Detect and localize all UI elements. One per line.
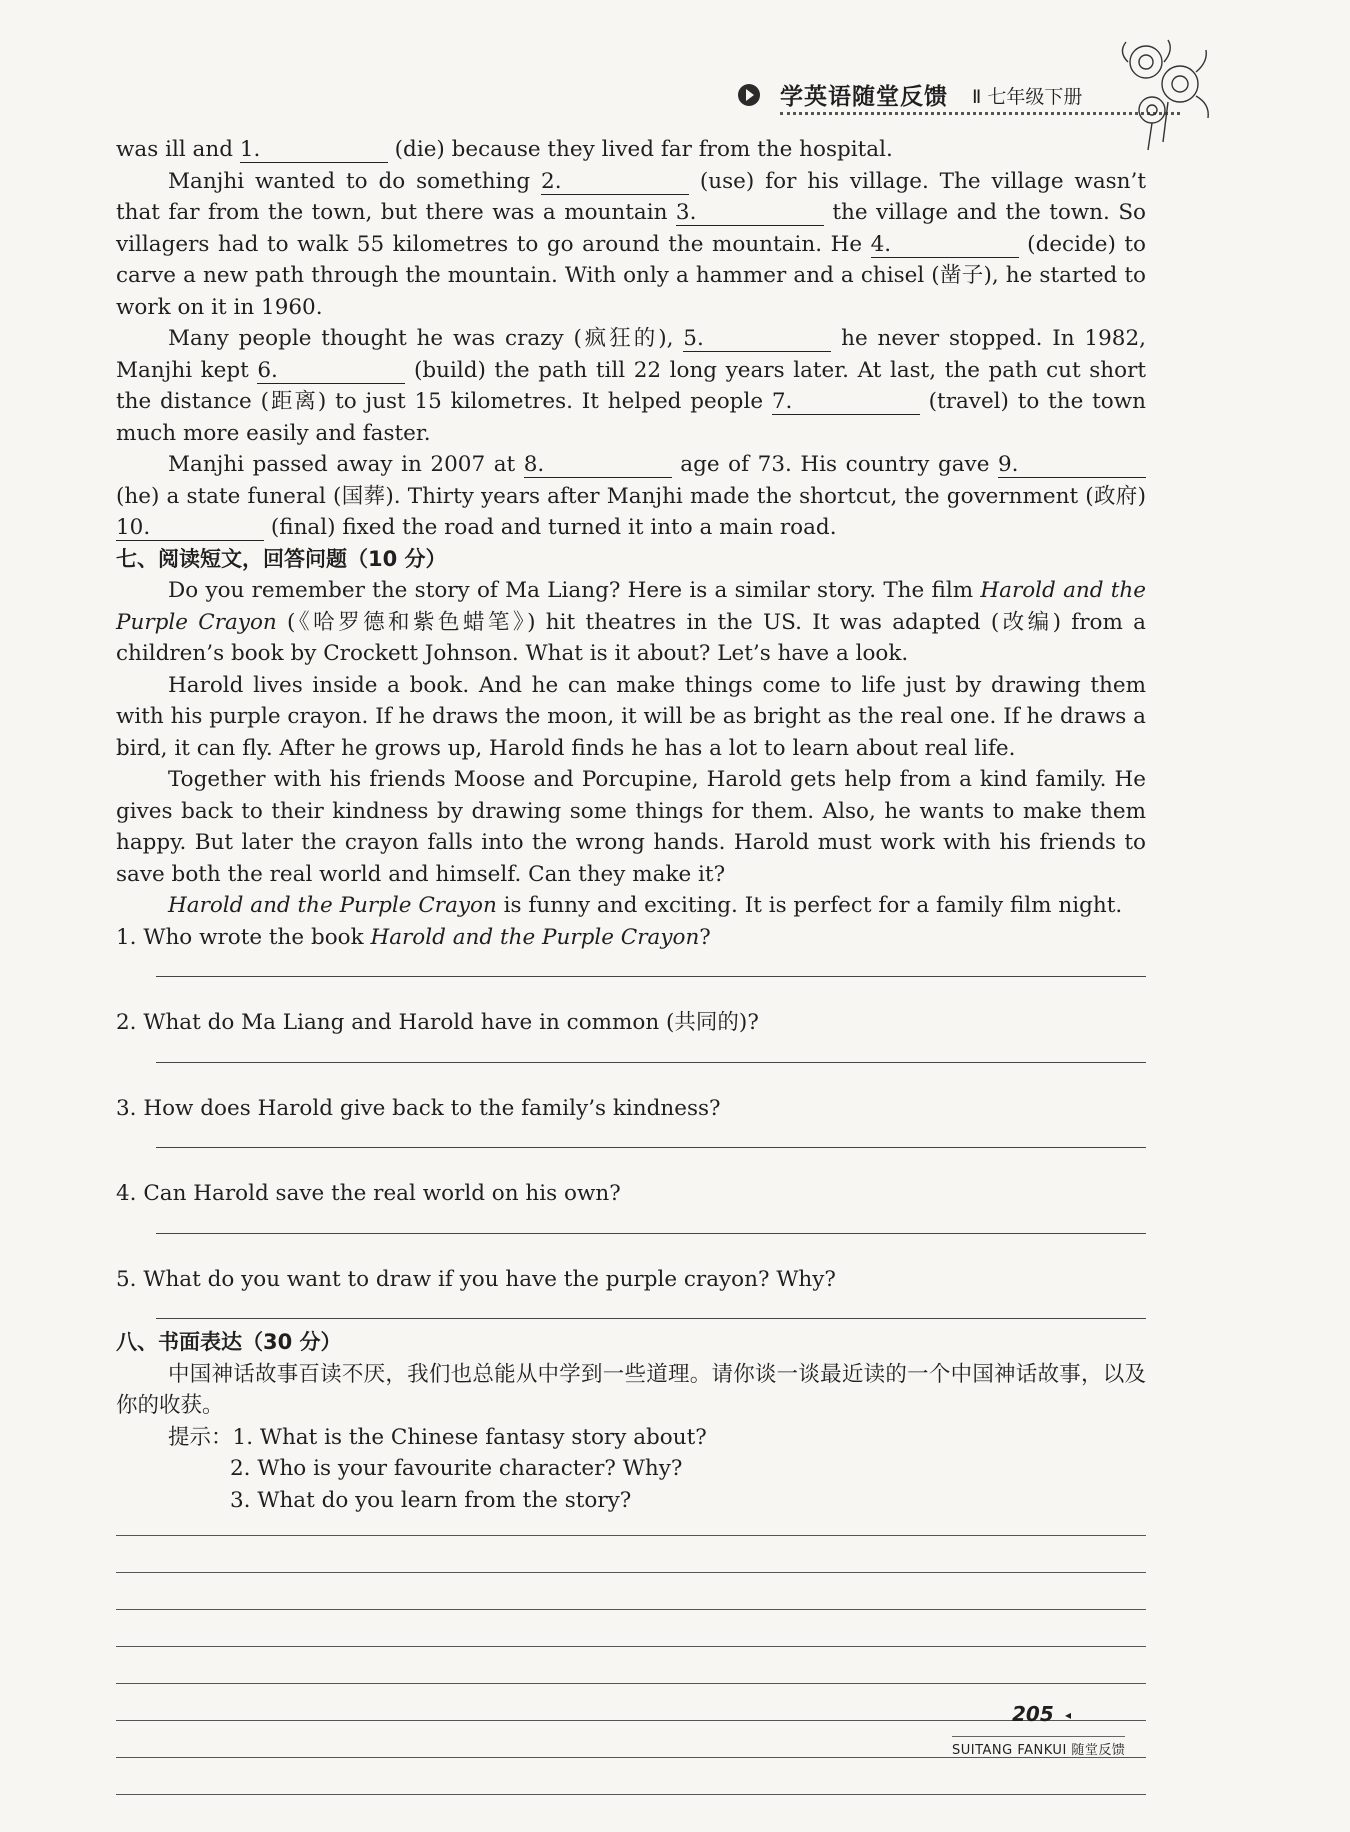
book-title: 学英语随堂反馈 [780,84,948,110]
answer-line-4[interactable] [156,1232,1146,1234]
question-4: 4. Can Harold save the real world on his own? [116,1181,621,1206]
section-8-heading: 八、书面表达（30 分） [116,1330,342,1354]
writing-line[interactable] [116,1608,1146,1610]
cloze-paragraph-4: Manjhi passed away in 2007 at 8. age of 73. His country gave 9. (he) a state funeral (国葬). Thirty years after Manjhi made the shortcut, the government (政府) 10. (final) fixed the road and turned it into a main road. [116,452,1146,540]
cloze-paragraph-1: was ill and 1. (die) because they lived far from the hospital. [116,137,893,162]
writing-line[interactable] [116,1719,1146,1721]
cloze-blank-2[interactable]: 2. [541,170,689,195]
cloze-blank-8[interactable]: 8. [524,453,672,478]
reading-paragraph-1: Do you remember the story of Ma Liang? Here is a similar story. The film Harold and the Purple Crayon (《哈罗德和紫色蜡笔》) hit theatres in the US. It was adapted (改编) from a children’s book by Crockett Johnson. What is it about? Let’s have a look. [116,578,1146,666]
cloze-blank-4[interactable]: 4. [871,233,1019,258]
answer-line-2[interactable] [156,1061,1146,1063]
writing-line[interactable] [116,1793,1146,1795]
cloze-blank-6[interactable]: 6. [257,359,405,384]
writing-prompt: 中国神话故事百读不厌，我们也总能从中学到一些道理。请你谈一谈最近读的一个中国神话故事，以及你的收获。 [116,1361,1146,1418]
hint-3: 3. What do you learn from the story? [230,1487,632,1513]
cloze-blank-5[interactable]: 5. [683,327,831,352]
writing-line[interactable] [116,1571,1146,1573]
hint-1: 提示：1. What is the Chinese fantasy story about? [168,1424,707,1450]
triangle-left-icon: ◂ [1065,1708,1072,1722]
question-1: 1. Who wrote the book Harold and the Purple Crayon? [116,924,711,950]
writing-line[interactable] [116,1682,1146,1684]
question-5: 5. What do you want to draw if you have the purple crayon? Why? [116,1266,836,1292]
writing-line[interactable] [116,1645,1146,1647]
cloze-blank-7[interactable]: 7. [772,390,920,415]
reading-paragraph-3: Together with his friends Moose and Porcupine, Harold gets help from a kind family. He gives back to their kindness by drawing some things for them. Also, he wants to make them happy. But later the crayon falls into the wrong hands. Harold must work with his friends to save both the real world and himself. Can they make it? [116,767,1146,887]
answer-line-3[interactable] [156,1146,1146,1148]
page-content [116,134,1146,1830]
question-3: 3. How does Harold give back to the family’s kindness? [116,1095,721,1121]
page-number: 205 [1012,1702,1054,1726]
writing-line[interactable] [116,1534,1146,1536]
reading-paragraph-2: Harold lives inside a book. And he can make things come to life just by drawing them with his purple crayon. If he draws the moon, it will be as bright as the real one. If he draws a bird, it can fly. After he grows up, Harold finds he has a lot to learn about real life. [116,672,1146,761]
grade-label: Ⅱ 七年级下册 [972,86,1083,108]
cloze-blank-1[interactable]: 1. [240,138,388,163]
footer-brand: SUITANG FANKUI 随堂反馈 [952,1736,1125,1758]
writing-hints [168,1422,1146,1517]
cloze-paragraph-3: Many people thought he was crazy (疯狂的), 5. he never stopped. In 1982, Manjhi kept 6. (build) the path till 22 long years later. At last, the path cut short the distance (距离) to just 15 kilometres. It helped people 7. (travel) to the town much more easily and faster. [116,326,1146,446]
reading-paragraph-4: Harold and the Purple Crayon is funny and exciting. It is perfect for a family film night. [168,893,1123,918]
play-bullet-icon [738,84,760,106]
cloze-paragraph-2: Manjhi wanted to do something 2. (use) for his village. The village wasn’t that far from the town, but there was a mountain 3. the village and the town. So villagers had to walk 55 kilometres to go around the mountain. He 4. (decide) to carve a new path through the mountain. With only a hammer and a chisel (凿子), he started to work on it in 1960. [116,168,1147,320]
cloze-blank-9[interactable]: 9. [998,453,1146,478]
question-2: 2. What do Ma Liang and Harold have in common (共同的)? [116,1010,759,1035]
hint-2: 2. Who is your favourite character? Why? [230,1456,683,1481]
cloze-blank-3[interactable]: 3. [676,201,824,226]
answer-line-1[interactable] [156,975,1146,977]
cloze-blank-10[interactable]: 10. [116,516,264,541]
answer-line-5[interactable] [156,1317,1146,1319]
section-7-heading: 七、阅读短文，回答问题（10 分） [116,546,447,571]
